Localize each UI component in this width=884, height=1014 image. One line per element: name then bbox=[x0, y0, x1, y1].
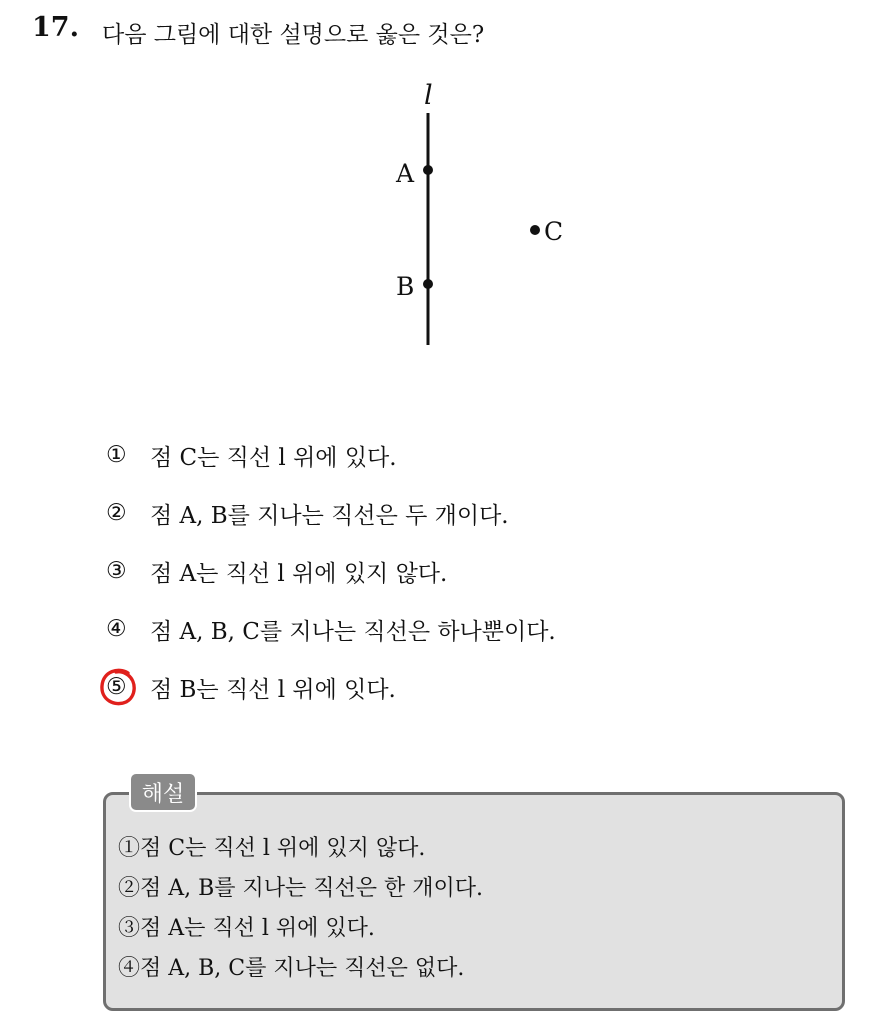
solution-lines bbox=[118, 826, 483, 986]
choice-marker: ⑤ bbox=[106, 674, 127, 700]
point-b-dot bbox=[423, 279, 433, 289]
solution-line-4: ④점 A, B, C를 지나는 직선은 없다. bbox=[118, 955, 465, 981]
choice-marker: ④ bbox=[106, 616, 127, 642]
choice-text: 점 B는 직선 l 위에 잇다. bbox=[150, 676, 396, 703]
question-number: 17. bbox=[32, 12, 79, 43]
solution-line-3: ③점 A는 직선 l 위에 있다. bbox=[118, 915, 375, 941]
choice-marker: ③ bbox=[106, 558, 127, 584]
choice-text: 점 A, B, C를 지나는 직선은 하나뿐이다. bbox=[150, 618, 556, 645]
question-text: 다음 그림에 대한 설명으로 옳은 것은? bbox=[102, 22, 485, 48]
choice-marker: ① bbox=[106, 442, 127, 468]
choice-list bbox=[106, 426, 556, 716]
answer-circle-icon bbox=[98, 666, 140, 708]
choice-marker: ② bbox=[106, 500, 127, 526]
solution-line-1: ①점 C는 직선 l 위에 있지 않다. bbox=[118, 835, 426, 861]
solution-line-2: ②점 A, B를 지나는 직선은 한 개이다. bbox=[118, 875, 484, 901]
point-c-label: C bbox=[544, 217, 564, 246]
choice-5[interactable] bbox=[106, 658, 556, 716]
choice-2[interactable] bbox=[106, 484, 556, 542]
point-a-dot bbox=[423, 165, 433, 175]
choice-text: 점 A, B를 지나는 직선은 두 개이다. bbox=[150, 502, 509, 529]
line-l-label: l bbox=[424, 80, 433, 111]
choice-text: 점 C는 직선 l 위에 있다. bbox=[150, 444, 397, 471]
choice-text: 점 A는 직선 l 위에 있지 않다. bbox=[150, 560, 448, 587]
choice-3[interactable] bbox=[106, 542, 556, 600]
solution-tag: 해설 bbox=[129, 772, 197, 812]
geometry-figure bbox=[0, 0, 884, 400]
point-b-label: B bbox=[396, 272, 415, 301]
point-a-label: A bbox=[396, 159, 415, 188]
point-c-dot bbox=[530, 225, 540, 235]
choice-1[interactable] bbox=[106, 426, 556, 484]
choice-4[interactable] bbox=[106, 600, 556, 658]
